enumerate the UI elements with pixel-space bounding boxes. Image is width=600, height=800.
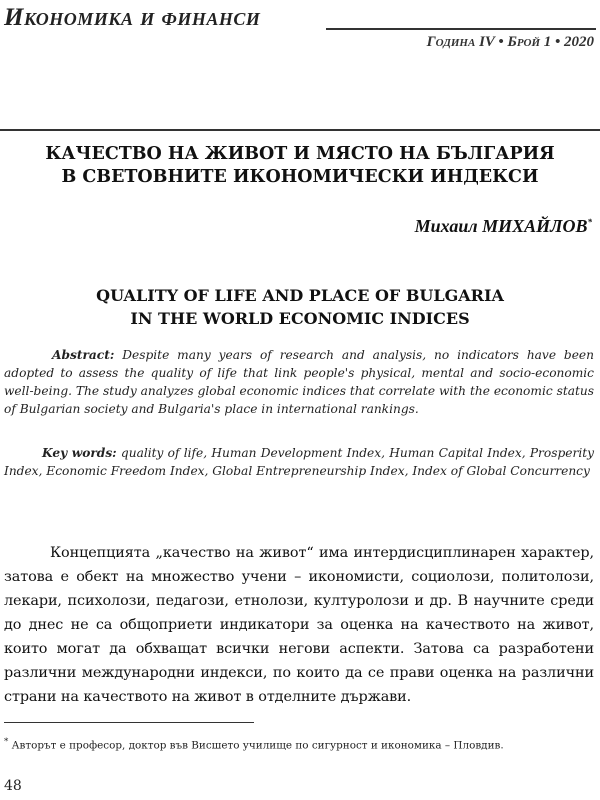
abstract <box>4 346 594 418</box>
footnote <box>4 734 594 754</box>
journal-header <box>4 4 596 32</box>
author-name <box>415 216 592 237</box>
title-bg-line-1: КАЧЕСТВО НА ЖИВОТ И МЯСТО НА БЪЛГАРИЯ <box>45 144 555 164</box>
journal-name: Икономика и финанси <box>4 4 261 31</box>
footnote-rule <box>4 722 254 723</box>
title-en-line-2: IN THE WORLD ECONOMIC INDICES <box>130 309 470 328</box>
keywords <box>4 444 594 480</box>
abstract-text: Despite many years of research and analysis, no indicators have been adopted to assess the quality of life that link people's physical, mental and socio-economic well-being. The study analyzes global economic indices that correlate with the economic status of Bulgarian society and Bulgaria's place in international rankings. <box>4 348 594 416</box>
header-rule <box>326 28 596 30</box>
title-en-line-1: QUALITY OF LIFE AND PLACE OF BULGARIA <box>96 286 504 305</box>
footnote-text: Авторът е професор, доктор във Висшето училище по сигурност и икономика – Пловдив. <box>11 739 504 752</box>
article-title-bulgarian <box>10 143 590 189</box>
keywords-text: quality of life, Human Development Index, Human Capital Index, Prosperity Index, Economic Freedom Index, Global Entrepreneurship Index, Index of Global Concurrency <box>4 446 594 478</box>
body-paragraph: Концепцията „качество на живот“ има интердисциплинарен характер, затова е обект на множество учени – икономисти, социолози, политолози, лекари, психолози, педагози, етнолози, културолози и др. В научните среди до днес не са общоприети индикатори за оценка на качеството на живот, които могат да обхващат всички негови аспекти. Затова са разработени различни международни индекси, по които да се прави оценка на различни страни на качеството на живот в отделните държави. <box>4 545 594 705</box>
title-bg-line-2: В СВЕТОВНИТЕ ИКОНОМИЧЕСКИ ИНДЕКСИ <box>61 167 539 187</box>
issue-info: Година IV • Брой 1 • 2020 <box>426 34 594 50</box>
section-divider <box>0 129 600 131</box>
keywords-label: Key words: <box>42 446 117 460</box>
page-number: 48 <box>4 778 22 794</box>
footnote-mark: * <box>4 737 9 747</box>
author-footnote-mark: * <box>587 217 592 227</box>
abstract-label: Abstract: <box>52 348 115 362</box>
author-label: Михаил МИХАЙЛОВ <box>414 216 588 236</box>
article-title-english <box>10 284 590 330</box>
